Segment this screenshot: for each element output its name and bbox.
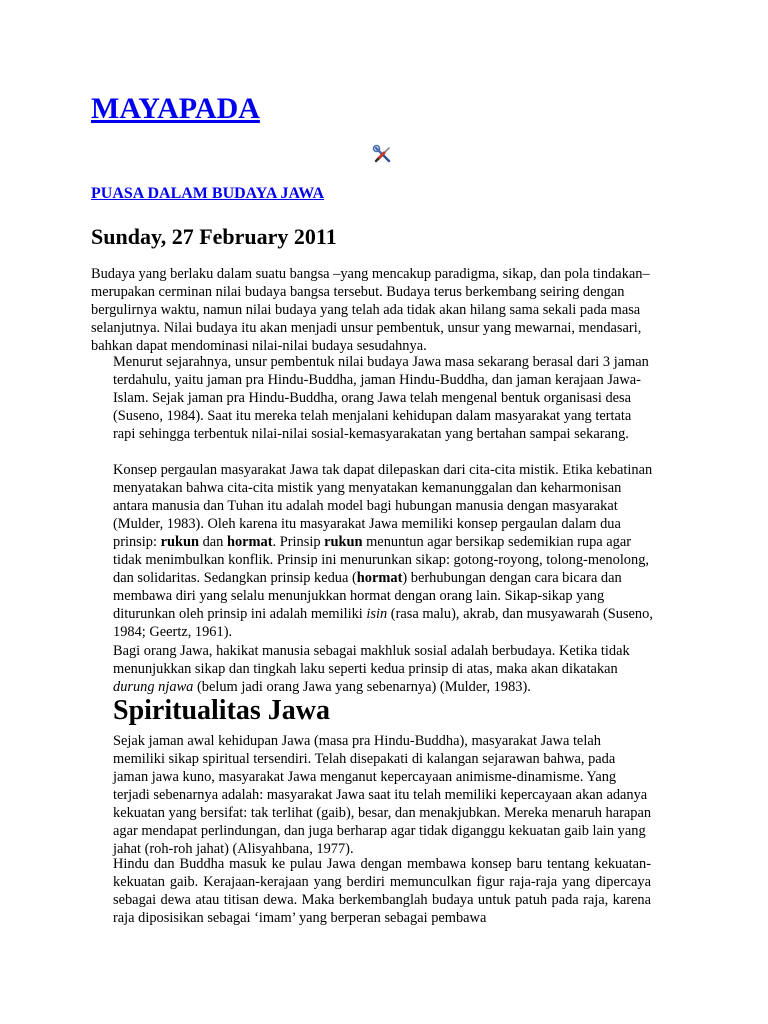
post-date: Sunday, 27 February 2011	[91, 224, 337, 249]
term-isin: isin	[366, 606, 388, 622]
paragraph-3-text: (rasa malu), akrab, dan musyawarah (Suseno, 1984; Geertz, 1961).	[113, 606, 653, 640]
term-durung-njawa: durung njawa	[113, 679, 194, 695]
paragraph-4-text: (belum jadi orang Jawa yang sebenarnya) (Mulder, 1983).	[193, 679, 531, 695]
term-rukun: rukun	[160, 534, 199, 550]
paragraph-5: Sejak jaman awal kehidupan Jawa (masa pra Hindu-Buddha), masyarakat Jawa telah memiliki sikap spiritual tersendiri. Telah disepakati di kalangan sejarawan bahwa, pada jaman jawa kuno, masyarakat Jawa menganut kepercayaan animisme-dinamisme. Yang terjadi sebenarnya adalah: masyarakat Jawa saat itu telah memiliki kepercayaan akan adanya kekuatan yang bersifat: tak terlihat (gaib), besar, dan menakjubkan. Mereka menaruh harapan agar mendapat perlindungan, dan juga berharap agar tidak diganggu kekuatan gaib lain yang jahat (roh-roh jahat) (Alisyahbana, 1977).	[113, 733, 652, 857]
paragraph-3	[113, 461, 653, 641]
screwdriver-wrench-icon[interactable]	[372, 144, 394, 166]
section-heading: Spiritualitas Jawa	[113, 695, 331, 726]
post-title-link[interactable]: PUASA DALAM BUDAYA JAWA	[91, 185, 325, 202]
paragraph-4-text: Bagi orang Jawa, hakikat manusia sebagai makhluk sosial adalah berbudaya. Ketika tidak menunjukkan sikap dan tingkah laku seperti kedua prinsip di atas, maka akan dikatakan	[113, 643, 630, 677]
term-rukun: rukun	[324, 534, 363, 550]
paragraph-3-text: . Prinsip	[272, 534, 325, 550]
term-hormat: hormat	[356, 570, 403, 586]
blog-title-link[interactable]: MAYAPADA	[91, 92, 260, 125]
paragraph-6: Hindu dan Buddha masuk ke pulau Jawa dengan membawa konsep baru tentang kekuatan-kekuatan gaib. Kerajaan-kerajaan yang berdiri memunculkan figur raja-raja yang dipercaya sebagai dewa atau titisan dewa. Maka berkembanglah budaya untuk patuh pada raja, karena raja diposisikan sebagai ‘imam’ yang berperan sebagai pembawa	[113, 856, 651, 926]
paragraph-1: Budaya yang berlaku dalam suatu bangsa –yang mencakup paradigma, sikap, dan pola tindakan– merupakan cerminan nilai budaya bangsa tersebut. Budaya terus berkembang seiring dengan bergulirnya waktu, namun nilai budaya yang telah ada tidak akan hilang sama sekali pada masa selanjutnya. Nilai budaya itu akan menjadi unsur pembentuk, unsur yang mewarnai, mendasari, bahkan dapat mendominasi nilai-nilai budaya sesudahnya.	[91, 266, 650, 354]
paragraph-4	[113, 642, 653, 696]
paragraph-2: Menurut sejarahnya, unsur pembentuk nilai budaya Jawa masa sekarang berasal dari 3 jaman terdahulu, yaitu jaman pra Hindu-Buddha, jaman Hindu-Buddha, dan jaman kerajaan Jawa-Islam. Sejak jaman pra Hindu-Buddha, orang Jawa telah mengenal bentuk organisasi desa (Suseno, 1984). Saat itu mereka telah menjalani kehidupan dalam masyarakat yang tertata rapi sehingga terbentuk nilai-nilai sosial-kemasyarakatan yang bertahan sampai sekarang.	[113, 354, 649, 442]
paragraph-3-text: dan	[198, 534, 227, 550]
paragraph-3-text: ) berhubungan dengan cara bicara dan membawa diri yang selalu menunjukkan hormat dengan orang lain. Sikap-sikap yang diturunkan oleh prinsip ini adalah memiliki	[113, 570, 622, 622]
term-hormat: hormat	[226, 534, 273, 550]
paragraph-3-text: menuntun agar bersikap sedemikian rupa agar tidak menimbulkan konflik. Prinsip ini menurunkan sikap: gotong-royong, tolong-menolong, dan solidaritas. Sedangkan prinsip kedua (	[113, 534, 649, 586]
paragraph-3-text: Konsep pergaulan masyarakat Jawa tak dapat dilepaskan dari cita-cita mistik. Etika kebatinan menyatakan bahwa cita-cita mistik yang menyatakan kemanunggalan dan keharmonisan antara manusia dan Tuhan itu adalah model bagi hubungan manusia dengan masyarakat (Mulder, 1983). Oleh karena itu masyarakat Jawa memiliki konsep pergaulan dalam dua prinsip:	[113, 462, 653, 550]
